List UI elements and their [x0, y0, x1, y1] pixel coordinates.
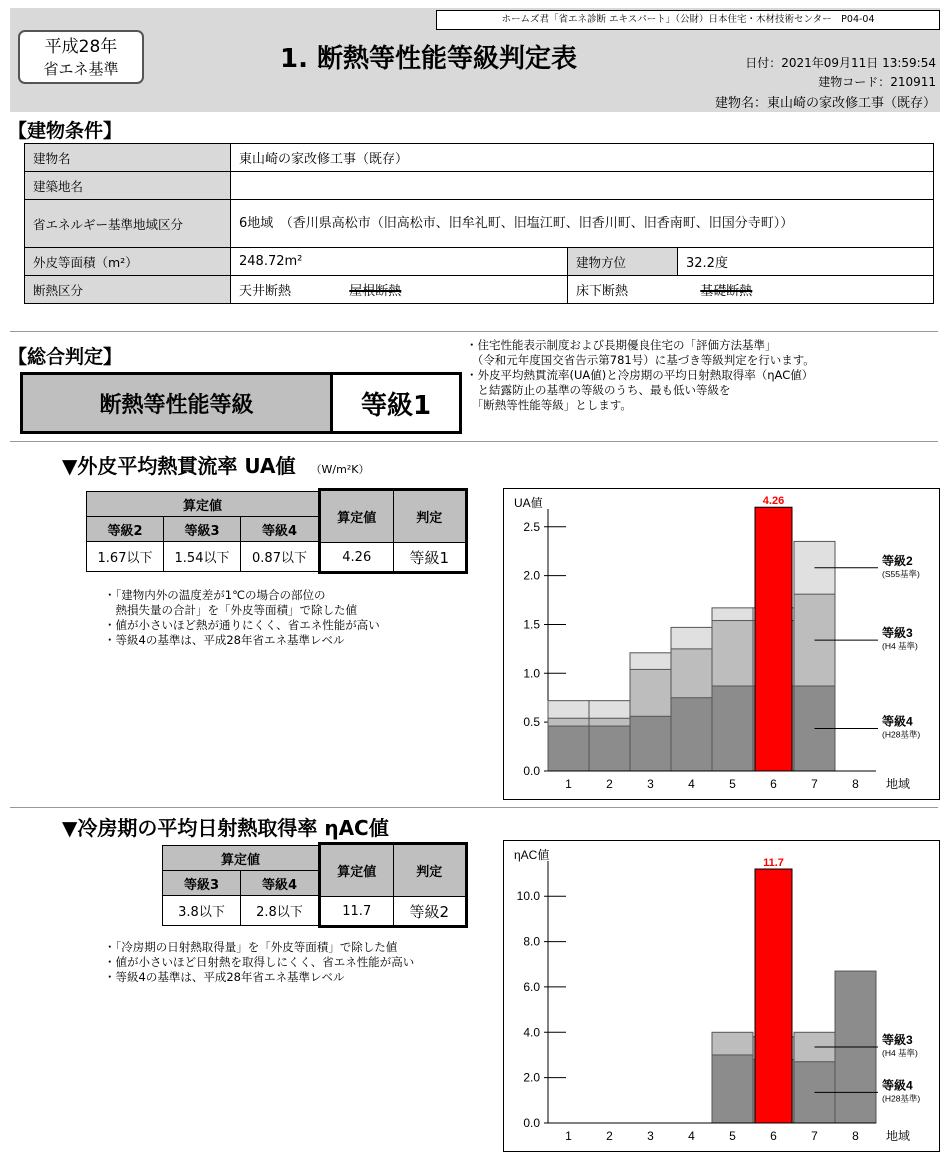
bar-3	[630, 716, 671, 771]
actual-value-bar	[755, 507, 792, 771]
actual-value-bar	[755, 869, 792, 1123]
overall-grade-label: 断熱等性能等級	[23, 375, 333, 431]
overall-note: ・住宅性能表示制度および長期優良住宅の「評価方法基準」	[466, 338, 777, 352]
overall-notes	[466, 338, 815, 413]
value-insulation-top	[231, 276, 568, 304]
legend-label: 等級2	[882, 553, 913, 568]
date-label: 日付：2021年09月11日 13:59:54	[745, 56, 936, 70]
x-tick-label: 1	[565, 1129, 572, 1143]
legend-label: 等級4	[882, 1078, 913, 1093]
legend-sublabel: (S55基準)	[882, 568, 920, 579]
value-envelope-area: 248.72m²	[231, 248, 568, 276]
ua-chart	[503, 488, 940, 800]
legend-label: 等級4	[882, 714, 913, 729]
badge-line1: 平成28年	[44, 37, 118, 57]
y-tick-label: 8.0	[523, 934, 540, 949]
bar-3	[671, 698, 712, 771]
legend-sublabel: (H28基準)	[882, 729, 921, 740]
y-tick-label: 1.5	[523, 617, 540, 632]
standard-badge	[18, 30, 144, 84]
ua-table-wrap	[86, 488, 468, 574]
floor-insulation: 床下断熱	[576, 284, 629, 299]
legend-sublabel: (H4 基準)	[882, 1048, 918, 1059]
ceiling-insulation: 天井断熱	[239, 284, 292, 299]
eta-notes	[104, 940, 414, 985]
ua-note: ・「建物内外の温度差が1℃の場合の部位の	[104, 588, 326, 602]
eta-judge-value: 等級2	[409, 902, 450, 921]
y-tick-label: 0.0	[523, 764, 540, 778]
eta-note: ・値が小さいほど日射熱を取得しにくく、省エネ性能が高い	[104, 955, 415, 969]
ua-grade-header: 等級2	[87, 517, 164, 542]
eta-note: ・「冷房期の日射熱取得量」を「外皮等面積」で除した値	[104, 940, 398, 954]
y-tick-label: 0.5	[523, 715, 540, 730]
x-tick-label: 7	[811, 777, 818, 791]
y-tick-label: 2.0	[523, 568, 540, 583]
overall-grade-value: 等級1	[333, 375, 459, 431]
y-tick-label: 0.0	[523, 1116, 540, 1130]
y-tick-label: 2.0	[523, 1070, 540, 1085]
legend-sublabel: (H28基準)	[882, 1093, 921, 1104]
x-tick-label: 8	[852, 777, 859, 791]
ua-calc-header: 算定値	[321, 491, 394, 542]
label-building-name: 建物名	[25, 144, 231, 172]
ua-standard-table	[86, 491, 319, 572]
ua-grade-header: 等級3	[164, 517, 241, 542]
x-axis-label: 地域	[886, 777, 911, 791]
eta-table-wrap	[162, 842, 468, 928]
overall-grade-box	[20, 372, 462, 434]
source-label: ホームズ君「省エネ診断 エキスパート」（公財）日本住宅・木材技術センター P04-04	[436, 10, 940, 30]
y-tick-label: 1.0	[523, 666, 540, 681]
eta-standard-table	[162, 845, 319, 926]
ua-note: ・等級4の基準は、平成28年省エネ基準レベル	[104, 633, 345, 647]
bar-2	[712, 1055, 753, 1123]
label-envelope-area: 外皮等面積（m²）	[25, 248, 231, 276]
ua-title: ▼外皮平均熱貫流率 UA値	[62, 454, 296, 478]
x-tick-label: 6	[770, 777, 777, 791]
eta-result-box	[318, 842, 468, 928]
y-tick-label: 6.0	[523, 979, 540, 994]
divider	[10, 441, 938, 442]
eta-grade-header: 等級4	[241, 871, 319, 896]
ua-grade-limit: 1.67以下	[87, 542, 164, 572]
x-tick-label: 6	[770, 1129, 777, 1143]
y-tick-label: 2.5	[523, 519, 540, 534]
x-tick-label: 3	[647, 1129, 654, 1143]
x-tick-label: 2	[606, 1129, 613, 1143]
x-tick-label: 1	[565, 777, 572, 791]
section-title-conditions: 【建物条件】	[8, 120, 123, 142]
ua-chart-svg	[504, 489, 939, 799]
ua-note: ・値が小さいほど熱が通りにくく、省エネ性能が高い	[104, 618, 380, 632]
label-orientation: 建物方位	[568, 248, 678, 276]
value-insulation-bottom	[568, 276, 934, 304]
x-tick-label: 8	[852, 1129, 859, 1143]
label-insulation: 断熱区分	[25, 276, 231, 304]
overall-note: （令和元年度国交省告示第781号）に基づき等級判定を行います。	[466, 353, 815, 367]
bar-3	[712, 686, 753, 771]
eta-chart-svg	[504, 841, 939, 1151]
x-tick-label: 7	[811, 1129, 818, 1143]
value-site	[231, 172, 934, 200]
overall-note: ・外皮平均熱貫流率(UA値)と冷房期の平均日射熱取得率（ηAC値）	[466, 368, 814, 382]
eta-chart	[503, 840, 940, 1152]
divider	[10, 331, 938, 332]
badge-line2: 省エネ基準	[43, 60, 119, 78]
foundation-insulation-struck: 基礎断熱	[700, 284, 753, 299]
building-conditions-table	[24, 143, 934, 304]
ua-std-header: 算定値	[87, 492, 319, 517]
overall-note: と結露防止の基準の等級のうち、最も低い等級を	[466, 383, 731, 397]
building-code-label: 建物コード：210911	[818, 75, 936, 89]
y-tick-label: 10.0	[516, 889, 540, 904]
legend-sublabel: (H4 基準)	[882, 641, 918, 652]
ua-judge-value: 等級1	[409, 548, 450, 567]
ua-note: 熱損失量の合計」を「外皮等面積」で除した値	[104, 603, 357, 617]
x-tick-label: 4	[688, 1129, 695, 1143]
eta-grade-header: 等級3	[163, 871, 241, 896]
eta-judge-header: 判定	[394, 845, 466, 896]
x-tick-label: 5	[729, 1129, 736, 1143]
label-site: 建築地名	[25, 172, 231, 200]
x-tick-label: 2	[606, 777, 613, 791]
bar-3	[589, 726, 630, 771]
legend-label: 等級3	[882, 626, 913, 641]
overall-note: 「断熱等性能等級」とします。	[466, 398, 632, 412]
actual-value-label: 11.7	[763, 857, 784, 869]
section-title-overall: 【総合判定】	[8, 346, 123, 368]
ua-unit: （W/m²K）	[310, 463, 370, 476]
eta-calc-header: 算定値	[321, 845, 394, 896]
ua-grade-limit: 0.87以下	[241, 542, 319, 572]
y-axis-label: ηAC値	[514, 848, 550, 862]
x-tick-label: 5	[729, 777, 736, 791]
eta-calc-value: 11.7	[321, 897, 394, 925]
divider	[10, 807, 938, 808]
page-title: 1. 断熱等性能等級判定表	[280, 44, 578, 74]
value-region: 6地域 （香川県高松市（旧高松市、旧牟礼町、旧塩江町、旧香川町、旧香南町、旧国分寺町））	[231, 200, 934, 248]
building-name-label: 建物名：東山崎の家改修工事（既存）	[714, 96, 936, 111]
eta-grade-limit: 3.8以下	[163, 896, 241, 926]
x-axis-label: 地域	[886, 1129, 911, 1143]
ua-result-box	[318, 488, 468, 574]
roof-insulation-struck: 屋根断熱	[349, 284, 402, 299]
value-orientation: 32.2度	[678, 248, 934, 276]
ua-grade-header: 等級4	[241, 517, 319, 542]
eta-note: ・等級4の基準は、平成28年省エネ基準レベル	[104, 970, 345, 984]
ua-grade-limit: 1.54以下	[164, 542, 241, 572]
ua-notes	[104, 588, 380, 648]
eta-std-header: 算定値	[163, 846, 319, 871]
bar-3	[548, 726, 589, 771]
eta-grade-limit: 2.8以下	[241, 896, 319, 926]
ua-judge-header: 判定	[394, 491, 466, 542]
x-tick-label: 4	[688, 777, 695, 791]
eta-title: ▼冷房期の平均日射熱取得率 ηAC値	[62, 816, 389, 840]
label-region: 省エネルギー基準地域区分	[25, 200, 231, 248]
ua-calc-value: 4.26	[321, 543, 394, 571]
actual-value-label: 4.26	[762, 495, 785, 508]
legend-label: 等級3	[882, 1033, 913, 1048]
x-tick-label: 3	[647, 777, 654, 791]
y-tick-label: 4.0	[523, 1025, 540, 1040]
y-axis-label: UA値	[514, 496, 543, 510]
ua-title-row	[62, 450, 369, 479]
value-building-name: 東山崎の家改修工事（既存）	[231, 144, 934, 172]
